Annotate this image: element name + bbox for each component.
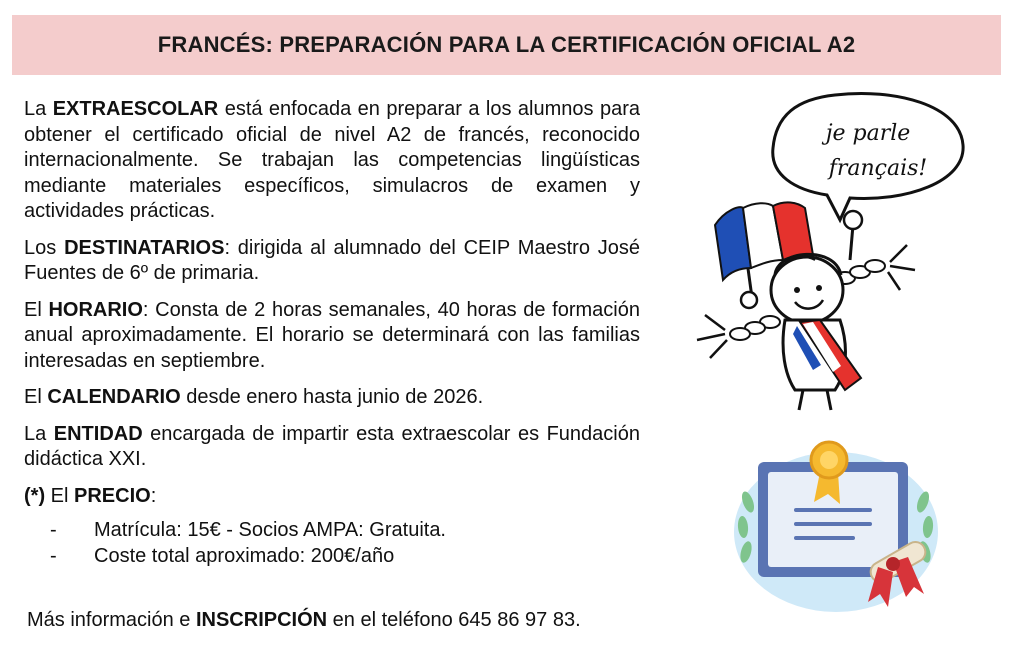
price-item-coste: Coste total aproximado: 200€/año bbox=[94, 545, 395, 567]
paragraph-calendario bbox=[24, 385, 640, 411]
calendario-keyword: CALENDARIO bbox=[47, 386, 181, 408]
calendario-text: desde enero hasta junio de 2026. bbox=[180, 386, 484, 408]
list-dash: - bbox=[50, 545, 57, 567]
paragraph-destinatarios bbox=[24, 236, 640, 287]
intro-keyword: EXTRAESCOLAR bbox=[52, 98, 219, 120]
braid-left bbox=[697, 315, 780, 358]
page-title: FRANCÉS: PREPARACIÓN PARA LA CERTIFICACIÓN OFICIAL A2 bbox=[157, 32, 856, 57]
phone-text: en el teléfono 645 86 97 83. bbox=[327, 609, 581, 631]
destinatarios-pre: Los bbox=[24, 236, 65, 259]
contact-line bbox=[27, 609, 581, 632]
braid-right bbox=[835, 245, 915, 290]
horario-text: : Consta de 2 horas semanales, 40 horas de formación anual aproximadamente. El horario se determinará con las familias interesadas en septiembre. bbox=[24, 298, 640, 372]
entidad-pre: La bbox=[24, 422, 54, 445]
paragraph-entidad bbox=[24, 422, 640, 473]
destinatarios-keyword: DESTINATARIOS bbox=[64, 236, 225, 259]
speech-line-2: français! bbox=[828, 156, 928, 181]
precio-keyword: PRECIO bbox=[74, 484, 151, 507]
speech-bubble bbox=[773, 93, 963, 220]
entidad-text: encargada de impartir esta extraescolar es Fundación didáctica XXI. bbox=[24, 422, 640, 470]
certificate-icon bbox=[728, 432, 943, 617]
precio-pre: El bbox=[45, 484, 75, 507]
precio-mark: (*) bbox=[24, 484, 46, 507]
horario-pre: El bbox=[24, 298, 49, 321]
intro-text: está enfocada en preparar a los alumnos para obtener el certificado oficial de nivel A2 de francés, reconocido internacionalmente. Se trabajan las competencias lingüísticas mediante materiales específicos, simulacros de examen y actividades prácticas. bbox=[24, 98, 640, 222]
horario-keyword: HORARIO bbox=[48, 298, 143, 321]
list-item bbox=[24, 543, 640, 569]
info-pre: Más información e bbox=[27, 609, 196, 631]
french-girl-illustration bbox=[685, 90, 985, 420]
paragraph-horario bbox=[24, 298, 640, 375]
girl-body bbox=[783, 320, 861, 410]
speech-line-1: je parle bbox=[825, 121, 911, 146]
price-item-matricula: Matrícula: 15€ - Socios AMPA: Gratuita. bbox=[94, 519, 446, 541]
precio-colon: : bbox=[150, 484, 157, 507]
list-dash: - bbox=[50, 519, 57, 541]
paragraph-extraescolar bbox=[24, 97, 640, 225]
main-text bbox=[24, 97, 640, 579]
list-item bbox=[24, 517, 640, 543]
info-keyword: INSCRIPCIÓN bbox=[195, 609, 328, 631]
intro-pre: La bbox=[24, 98, 53, 120]
destinatarios-text: : dirigida al alumnado del CEIP Maestro José Fuentes de 6º de primaria. bbox=[24, 236, 641, 284]
paragraph-precio bbox=[24, 484, 640, 510]
title-banner bbox=[12, 15, 1001, 75]
price-list bbox=[24, 517, 640, 569]
girl-face bbox=[771, 254, 843, 323]
calendario-pre: El bbox=[24, 386, 48, 408]
entidad-keyword: ENTIDAD bbox=[53, 422, 143, 445]
